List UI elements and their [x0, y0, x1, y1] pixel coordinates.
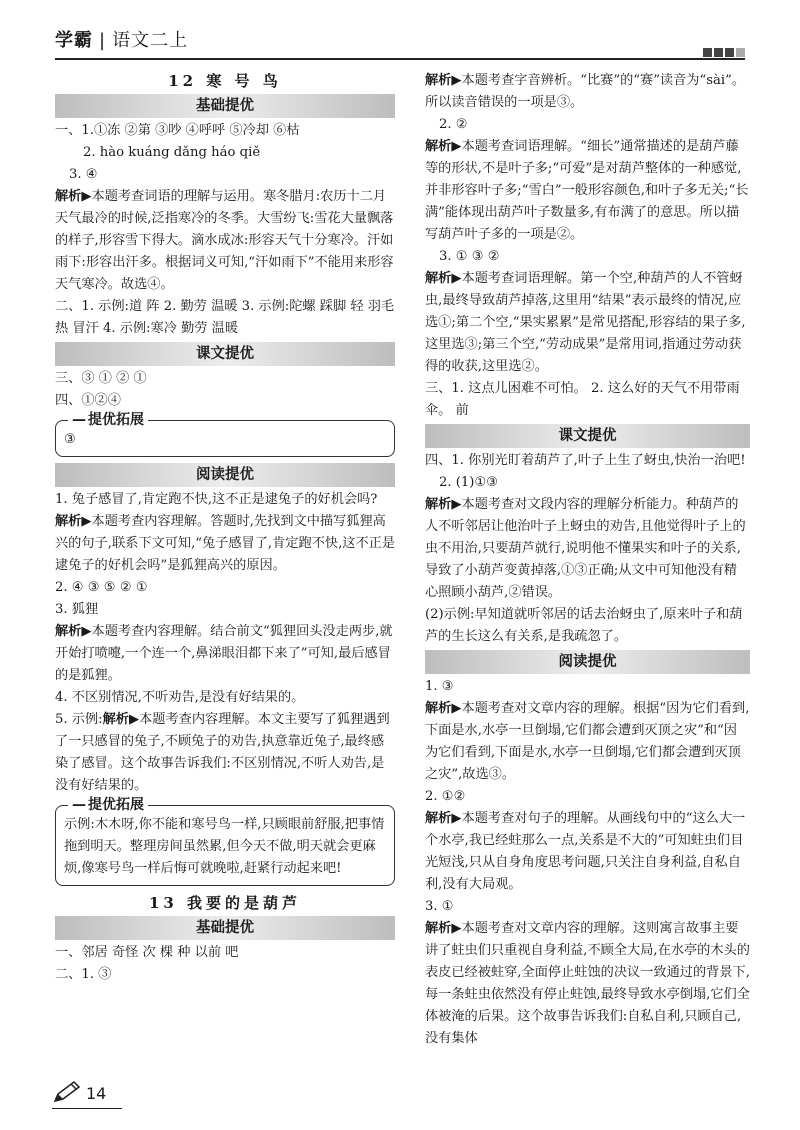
square-icon	[736, 48, 745, 57]
square-icon	[714, 48, 723, 57]
answer-line: 三、1. 这点儿困难不可怕。 2. 这么好的天气不用带雨伞。 前	[425, 381, 740, 418]
page-number: 14	[86, 1084, 107, 1103]
section-band: 课文提优	[425, 424, 750, 448]
right-column	[425, 70, 750, 1050]
pencil-icon	[52, 1080, 82, 1104]
answer-line: 3. ① ③ ②	[439, 249, 500, 264]
answer-line: 2. ④ ③ ⑤ ② ①	[55, 580, 148, 595]
analysis: 解析▶本题考查词语理解。“细长”通常描述的是葫芦藤等的形状,不是叶子多;“可爱”是对葫芦整体的一种感觉,并非形容叶子多;“雪白”一般形容颜色,和叶子多无关;“长满”能体现出葫芦叶子数量多,有布满了的意思。所以描写葫芦叶子多的一项是②。	[425, 139, 749, 242]
box-title: — 提优拓展	[68, 795, 148, 815]
answer-line: 3. ④	[69, 167, 98, 182]
square-icon	[703, 48, 712, 57]
answer-line: 一、邻居 奇怪 次 棵 种 以前 吧	[55, 945, 239, 960]
answer-line: (2)示例:早知道就听邻居的话去治蚜虫了,原来叶子和葫芦的生长这么有关系,是我疏忽了。	[425, 607, 743, 644]
answer-line: 2. hào kuáng dǎng háo qiě	[83, 145, 261, 160]
footer-rule	[52, 1108, 122, 1109]
analysis: 解析▶本题考查对文章内容的理解。根据“因为它们看到,下面是水,水亭一旦倒塌,它们都会遭到灭顶之灾”和“因为它们看到,下面是水,水亭一旦倒塌,它们都会遭到灭顶之灾”,故选③。	[425, 701, 750, 782]
box-text: ③	[64, 432, 76, 447]
box-text: 示例:木木呀,你不能和寒号鸟一样,只顾眼前舒服,把事情拖到明天。整理房间虽然累,但今天不做,明天就会更麻烦,像寒号鸟一样后悔可就晚啦,赶紧行动起来吧!	[64, 817, 385, 876]
answer-line: 1. 兔子感冒了,肯定跑不快,这不正是逮兔子的好机会吗?	[55, 492, 378, 507]
answer-line: 二、1. ③	[55, 967, 112, 982]
page-footer	[52, 1080, 412, 1120]
analysis: 5. 示例:解析▶本题考查内容理解。本文主要写了狐狸遇到了一只感冒的兔子,不顾兔子的劝告,执意靠近兔子,最终感染了感冒。这个故事告诉我们:不区别情况,不听人劝告,是没有好结果的。	[55, 712, 390, 793]
book-subtitle: 语文二上	[112, 30, 189, 51]
answer-line: 一、1.①冻 ②第 ③吵 ④呼呼 ⑤冷却 ⑥枯	[55, 123, 300, 138]
analysis: 解析▶本题考查对文章内容的理解。这则寓言故事主要讲了蛀虫们只重视自身利益,不顾全大局,在水亭的木头的表皮已经被蛀穿,全面停止蛀蚀的决议一致通过的背景下,每一条蛀虫依然没有停止蛀蚀,最终导致水亭倒塌,它们全体被淹的后果。这个故事告诉我们:自私自利,只顾自己,没有集体	[425, 921, 750, 1046]
section-band: 阅读提优	[425, 650, 750, 674]
section-band: 基础提优	[55, 94, 395, 118]
answer-line: 3. 狐狸	[55, 602, 99, 617]
left-column	[55, 70, 395, 986]
square-icon	[725, 48, 734, 57]
extension-box	[55, 412, 395, 457]
analysis: 解析▶本题考查对句子的理解。从画线句中的“这么大一个水亭,我已经蛀那么一点,关系是不大的”可知蛀虫们目光短浅,只从自身角度思考问题,只关注自身利益,自私自利,没有大局观。	[425, 811, 746, 892]
brand-name: 学霸	[55, 30, 93, 51]
extension-box	[55, 797, 395, 886]
section-band: 阅读提优	[55, 463, 395, 487]
answer-line: 三、③ ① ② ①	[55, 371, 147, 386]
answer-line: 4. 不区别情况,不听劝告,是没有好结果的。	[55, 690, 305, 705]
analysis: 解析▶本题考查词语理解。第一个空,种葫芦的人不管蚜虫,最终导致葫芦掉落,这里用“结果”表示最终的情况,应选①;第二个空,“果实累累”是常见搭配,形容结的果子多,这里选③;第三个空,“劳动成果”是常用词,指通过劳动获得的收获,这里选②。	[425, 271, 746, 374]
analysis: 解析▶本题考查内容理解。答题时,先找到文中描写狐狸高兴的句子,联系下文可知,“兔子感冒了,肯定跑不快,这不正是逮兔子的好机会吗”是狐狸高兴的原因。	[55, 514, 396, 573]
header-rule	[55, 58, 745, 60]
page-header	[55, 14, 745, 60]
analysis: 解析▶本题考查内容理解。结合前文“狐狸回头没走两步,就开始打喷嚏,一个连一个,鼻涕眼泪都下来了”可知,最后感冒的是狐狸。	[55, 624, 393, 683]
answer-line: 2. ①②	[425, 789, 466, 804]
answer-line: 四、1. 你别光盯着葫芦了,叶子上生了蚜虫,快治一治吧!	[425, 453, 746, 468]
analysis: 解析▶本题考查对文段内容的理解分析能力。种葫芦的人不听邻居让他治叶子上蚜虫的劝告,且他觉得叶子上的虫不用治,只要葫芦就行,说明他不懂果实和叶子的关系,导致了小葫芦变黄掉落,①③正确;从文中可知他没有精心照顾小葫芦,②错误。	[425, 497, 746, 600]
lesson-13-title: 13 我要的是葫芦	[148, 894, 302, 912]
answer-line: 1. ③	[425, 679, 454, 694]
analysis: 解析▶本题考查词语的理解与运用。寒冬腊月:农历十二月天气最冷的时候,泛指寒冷的冬季。大雪纷飞:雪花大量飘落的样子,形容雪下得大。滴水成冰:形容天气十分寒冷。汗如雨下:形容出汗多。根据词义可知,“汗如雨下”不能用来形容天气寒冷。故选④。	[55, 189, 394, 292]
box-title: — 提优拓展	[68, 410, 148, 430]
analysis: 解析▶本题考查字音辨析。“比赛”的“赛”读音为“sài”。所以读音错误的一项是③。	[425, 73, 746, 110]
answer-line: 二、1. 示例:道 阵 2. 勤劳 温暖 3. 示例:陀螺 踩脚 轻 羽毛 热 冒汗 4. 示例:寒冷 勤劳 温暖	[55, 299, 395, 336]
logo	[55, 26, 188, 52]
answer-line: 四、①②④	[55, 393, 121, 408]
answer-line: 3. ①	[425, 899, 454, 914]
header-separator: |	[99, 30, 107, 51]
section-band: 课文提优	[55, 342, 395, 366]
answer-line: 2. ②	[439, 117, 468, 132]
lesson-12-title: 12 寒 号 鸟	[168, 72, 282, 90]
answer-line: 2. (1)①③	[439, 475, 499, 490]
section-band: 基础提优	[55, 916, 395, 940]
